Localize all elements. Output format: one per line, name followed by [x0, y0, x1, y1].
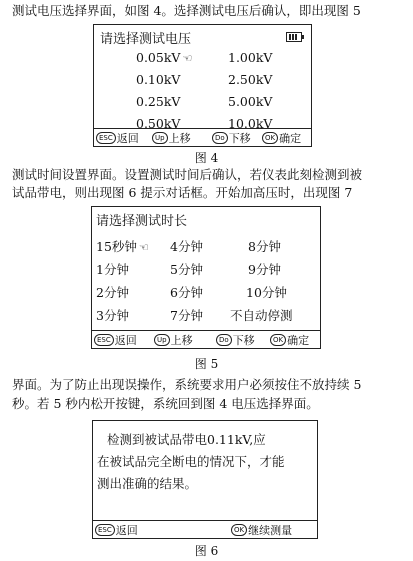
move-down-button[interactable]: Do 下移 [216, 332, 255, 348]
powered-warning-dialog [92, 420, 318, 539]
confirm-button[interactable]: OK 确定 [270, 332, 309, 348]
duration-option-2min[interactable]: 2分钟 [96, 285, 129, 300]
duration-option-10min[interactable]: 10分钟 [246, 285, 287, 300]
voltage-option-4[interactable]: 0.50kV [136, 116, 181, 131]
pointing-hand-icon: ☜ [138, 241, 149, 254]
figure-4-caption: 图 4 [194, 151, 219, 165]
voltage-option-5[interactable]: 1.00kV [228, 50, 273, 65]
warning-line-3: 测出准确的结果。 [97, 476, 198, 491]
softkey-bar [94, 128, 311, 146]
figure-5-caption: 图 5 [194, 357, 219, 371]
voltage-option-3[interactable]: 0.25kV [136, 94, 181, 109]
voltage-option-7[interactable]: 5.00kV [228, 94, 273, 109]
pointing-hand-icon: ☜ [182, 52, 193, 65]
voltage-option-6[interactable]: 2.50kV [228, 72, 273, 87]
duration-option-7min[interactable]: 7分钟 [170, 308, 203, 323]
screen-title: 请选择测试时长 [96, 214, 188, 229]
voltage-select-screen [93, 24, 312, 147]
move-up-button[interactable]: Up 上移 [154, 332, 193, 348]
duration-option-5min[interactable]: 5分钟 [170, 262, 203, 277]
warning-line-1: 检测到被试品带电0.11kV,应 [107, 432, 266, 447]
paragraph-2-line-1: 测试时间设置界面。设置测试时间后确认，若仪表此刻检测到被 [12, 167, 363, 182]
back-button[interactable]: ESC 返回 [95, 522, 138, 538]
duration-option-8min[interactable]: 8分钟 [248, 239, 281, 254]
paragraph-1: 测试电压选择界面，如图 4。选择测试电压后确认，即出现图 5 [12, 3, 361, 18]
duration-option-no-auto-stop[interactable]: 不自动停测 [230, 308, 293, 323]
duration-select-screen [91, 206, 321, 349]
move-down-button[interactable]: Do 下移 [212, 130, 251, 146]
softkey-bar [92, 330, 320, 348]
back-button[interactable]: ESC 返回 [94, 332, 137, 348]
warning-line-2: 在被试品完全断电的情况下，才能 [97, 454, 285, 469]
paragraph-3-line-2: 秒。若 5 秒内松开按键，系统回到图 4 电压选择界面。 [12, 396, 319, 411]
paragraph-3-line-1: 界面。为了防止出现误操作，系统要求用户必须按住不放持续 5 [12, 377, 362, 392]
duration-option-4min[interactable]: 4分钟 [170, 239, 203, 254]
duration-option-9min[interactable]: 9分钟 [248, 262, 281, 277]
continue-measure-button[interactable]: OK 继续测量 [231, 522, 292, 538]
confirm-button[interactable]: OK 确定 [262, 130, 301, 146]
battery-icon [286, 32, 302, 42]
voltage-option-2[interactable]: 0.10kV [136, 72, 181, 87]
duration-option-3min[interactable]: 3分钟 [96, 308, 129, 323]
screen-title: 请选择测试电压 [100, 32, 192, 47]
voltage-option-8[interactable]: 10.0kV [228, 116, 273, 131]
back-button[interactable]: ESC 返回 [96, 130, 139, 146]
move-up-button[interactable]: Up 上移 [152, 130, 191, 146]
duration-option-6min[interactable]: 6分钟 [170, 285, 203, 300]
voltage-option-1[interactable]: 0.05kV ☜ [136, 50, 193, 65]
figure-6-caption: 图 6 [194, 544, 219, 558]
paragraph-2-line-2: 试品带电，则出现图 6 提示对话框。开始加高压时，出现图 7 [12, 185, 353, 200]
duration-option-1min[interactable]: 1分钟 [96, 262, 129, 277]
duration-option-15s[interactable]: 15秒钟 ☜ [96, 239, 149, 254]
softkey-bar [93, 520, 317, 538]
